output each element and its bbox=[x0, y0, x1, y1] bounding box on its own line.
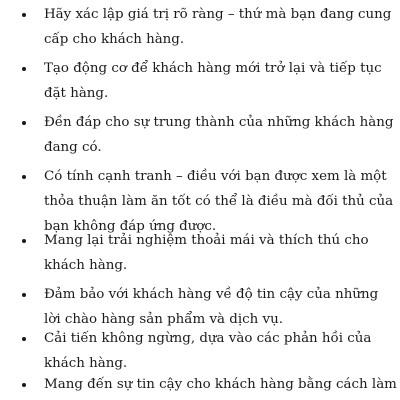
text-line: Cải tiến không ngừng, dựa vào các phản hồi của bbox=[44, 331, 372, 346]
text-line: đang có. bbox=[44, 140, 102, 155]
text-line: Đảm bảo với khách hàng về độ tin cậy của những bbox=[44, 287, 379, 302]
list-item-text bbox=[44, 110, 396, 160]
list-item-text bbox=[44, 282, 396, 332]
text-line: khách hàng. bbox=[44, 356, 128, 371]
text-line: Hãy xác lập giá trị rõ ràng – thứ mà bạn đang cung bbox=[44, 7, 392, 22]
text-line: Mang lại trải nghiệm thoải mái và thích thú cho bbox=[44, 233, 369, 248]
text-line: Đền đáp cho sự trung thành của những khách hàng bbox=[44, 115, 394, 130]
text-line: Có tính cạnh tranh – điều với bạn được xem là một bbox=[44, 169, 387, 184]
list-item-text bbox=[44, 372, 396, 397]
list-item-text bbox=[44, 2, 396, 52]
list-item-text bbox=[44, 228, 396, 278]
list-item-text bbox=[44, 56, 396, 106]
bullet-dot-icon bbox=[22, 383, 26, 387]
bullet-dot-icon bbox=[22, 67, 26, 71]
text-line: Tạo động cơ để khách hàng mới trở lại và tiếp tục bbox=[44, 61, 382, 76]
list-item-text bbox=[44, 326, 396, 376]
text-line: bạn không đáp ứng được. bbox=[44, 219, 217, 234]
bullet-dot-icon bbox=[22, 239, 26, 243]
bullet-dot-icon bbox=[22, 13, 26, 17]
text-line: đặt hàng. bbox=[44, 86, 109, 101]
bullet-dot-icon bbox=[22, 293, 26, 297]
text-line: thỏa thuận làm ăn tốt có thể là điều mà đối thủ của bbox=[44, 194, 394, 209]
text-line: lời chào hàng sản phẩm và dịch vụ. bbox=[44, 312, 283, 327]
bullet-dot-icon bbox=[22, 175, 26, 179]
text-line: Mang đến sự tin cậy cho khách hàng bằng cách làm bbox=[44, 377, 397, 392]
bullet-dot-icon bbox=[22, 337, 26, 341]
text-line: cấp cho khách hàng. bbox=[44, 32, 185, 47]
text-line: khách hàng. bbox=[44, 258, 128, 273]
bullet-dot-icon bbox=[22, 121, 26, 125]
